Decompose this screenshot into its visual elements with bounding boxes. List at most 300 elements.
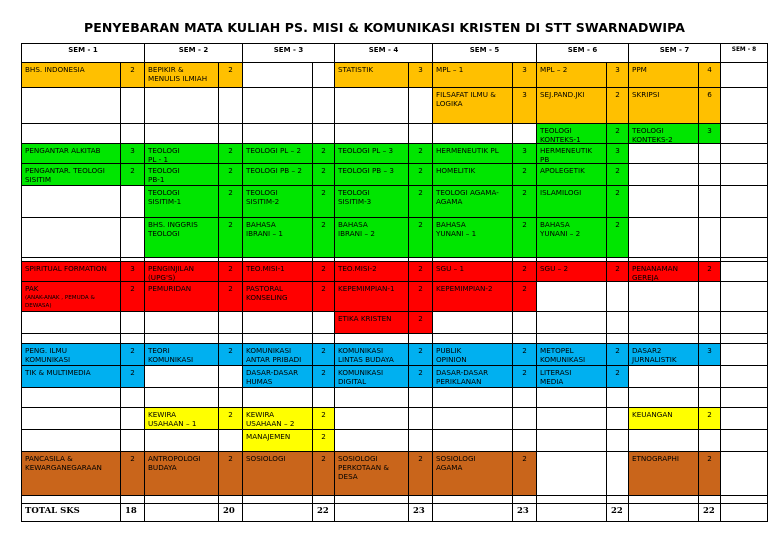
course-cell [537,430,607,452]
cell-text: TIK & MULTIMEDIA [25,368,91,377]
sks-cell [121,124,145,144]
course-cell [22,408,121,430]
course-cell [243,186,313,218]
cell-text: TEOLOGI SISITIM-3 [338,188,372,206]
sks-cell [121,344,145,366]
course-cell [145,282,219,312]
cell-text: SKRIPSI [632,90,660,99]
cell-text: 2 [130,166,135,175]
cell-text: PENGANTAR. TEOLOGI SISITIM [25,166,105,184]
sks-cell [607,430,629,452]
course-cell [537,388,607,408]
cell-text: SEM - 6 [567,46,598,54]
sks-cell [121,312,145,334]
cell-text: 3 [130,146,135,155]
cell-text: BAHASA IBRANI – 2 [338,220,375,238]
sks-cell [219,388,243,408]
sks-cell [219,408,243,430]
sks-cell [699,124,721,144]
sks-cell [607,408,629,430]
course-cell [629,408,699,430]
course-cell [335,452,409,496]
sks-cell [313,388,335,408]
total-blank [145,504,219,522]
course-cell [721,408,768,430]
cell-text: 6 [707,90,712,99]
cell-text: STATISTIK [338,65,374,74]
cell-text: 2 [707,410,712,419]
course-cell [721,312,768,334]
sks-cell [607,63,629,88]
cell-text: ANTROPOLOGI BUDAYA [148,454,201,472]
sks-cell [219,366,243,388]
course-cell [22,144,121,164]
sks-cell [409,496,433,504]
total-value [513,504,537,522]
course-cell [243,334,313,344]
course-cell [433,334,513,344]
sks-cell [513,366,537,388]
sks-cell [699,496,721,504]
course-cell [145,496,219,504]
sks-cell [607,344,629,366]
total-value [721,504,768,522]
sks-cell [121,366,145,388]
sks-cell [313,408,335,430]
cell-text: 2 [228,454,233,463]
cell-text: 2 [615,220,620,229]
course-cell [22,186,121,218]
course-cell [145,186,219,218]
course-cell [629,164,699,186]
sks-cell [121,164,145,186]
sks-cell [409,452,433,496]
cell-text: 2 [228,346,233,355]
course-cell [629,124,699,144]
cell-text: 2 [615,166,620,175]
sks-cell [699,186,721,218]
cell-text: 2 [321,284,326,293]
course-cell [537,496,607,504]
cell-text: 2 [522,220,527,229]
sks-cell [699,144,721,164]
course-cell [22,388,121,408]
cell-text: 2 [130,65,135,74]
sks-cell [121,262,145,282]
cell-text: 2 [228,146,233,155]
semester-header [145,44,243,63]
sks-cell [607,262,629,282]
cell-text: 2 [418,264,423,273]
course-cell [433,366,513,388]
cell-text: SOSIOLOGI AGAMA [436,454,476,472]
cell-text: SGU – 2 [540,264,569,273]
sks-cell [699,63,721,88]
sks-cell [121,144,145,164]
sks-cell [121,186,145,218]
page-title: PENYEBARAN MATA KULIAH PS. MISI & KOMUNIKASI KRISTEN DI STT SWARNADWIPA [83,20,686,35]
sks-cell [699,218,721,258]
course-cell [243,282,313,312]
cell-text: PAK [25,284,39,293]
sks-cell [121,496,145,504]
course-cell [537,186,607,218]
cell-text: KEWIRA USAHAAN – 1 [148,410,197,428]
course-cell [537,282,607,312]
cell-text: 2 [522,166,527,175]
sks-cell [699,408,721,430]
sks-cell [409,312,433,334]
sks-cell [313,334,335,344]
cell-text: DASAR-DASAR HUMAS [246,368,299,386]
course-cell [243,164,313,186]
course-cell [537,366,607,388]
sks-cell [313,88,335,124]
cell-text: 2 [418,220,423,229]
cell-text: LITERASI MEDIA [540,368,572,386]
sks-cell [607,334,629,344]
sks-cell [313,63,335,88]
sks-cell [409,282,433,312]
course-cell [335,88,409,124]
course-cell [721,452,768,496]
sks-cell [513,164,537,186]
cell-text: 3 [522,65,527,74]
sks-cell [607,164,629,186]
course-cell [335,186,409,218]
total-value [409,504,433,522]
sks-cell [219,430,243,452]
cell-text: 18 [125,506,137,516]
sks-cell [409,388,433,408]
cell-text: 2 [321,146,326,155]
cell-text: 2 [615,264,620,273]
sks-cell [607,312,629,334]
course-cell [243,388,313,408]
course-cell [433,144,513,164]
cell-text: KEUANGAN [632,410,673,419]
sks-cell [121,334,145,344]
course-cell [335,63,409,88]
cell-text: 2 [418,188,423,197]
course-cell [145,452,219,496]
sks-cell [513,124,537,144]
sks-cell [699,164,721,186]
total-blank [243,504,313,522]
course-cell [629,452,699,496]
cell-text: TEORI KOMUNIKASI [148,346,194,364]
total-blank [433,504,513,522]
cell-text: SEM - 1 [68,46,98,54]
cell-text: SEM - 7 [659,46,690,54]
total-blank [537,504,607,522]
cell-text: 2 [418,454,423,463]
sks-cell [313,218,335,258]
course-cell [243,452,313,496]
course-cell [629,218,699,258]
course-cell [335,262,409,282]
cell-text: 2 [228,166,233,175]
course-cell [22,282,121,312]
semester-header [629,44,721,63]
cell-text: 2 [228,65,233,74]
course-cell [243,63,313,88]
course-cell [629,88,699,124]
course-cell [629,344,699,366]
course-cell [537,344,607,366]
sks-cell [607,218,629,258]
course-cell [335,344,409,366]
cell-text: TEOLOGI KONTEKS-2 [632,126,673,144]
cell-text: KOMUNIKASI DIGITAL [338,368,384,386]
cell-text: DASAR-DASAR PERIKLANAN [436,368,489,386]
course-cell [335,430,409,452]
cell-text: TEOLOGI PB – 2 [246,166,302,175]
course-cell [433,164,513,186]
cell-text: TEO.MISI-1 [246,264,285,273]
sks-cell [409,366,433,388]
course-cell [433,388,513,408]
cell-text: 2 [130,284,135,293]
course-cell [537,408,607,430]
cell-text: TEO.MISI-2 [338,264,377,273]
cell-text: SEJ.PAND.JKI [540,90,585,99]
cell-text: BEPIKIR & MENULIS ILMIAH [148,65,208,83]
cell-text: BHS. INGGRIS TEOLOGI [148,220,198,238]
cell-text: 2 [228,264,233,273]
cell-text: TEOLOGI SISITIM-1 [148,188,182,206]
course-cell [433,262,513,282]
cell-text: 2 [615,188,620,197]
cell-text: 2 [321,188,326,197]
course-cell [145,408,219,430]
sks-cell [513,144,537,164]
cell-text: 4 [707,65,712,74]
cell-text: 22 [611,506,623,516]
sks-cell [409,430,433,452]
cell-text: 3 [418,65,423,74]
sks-cell [513,63,537,88]
course-cell [721,282,768,312]
cell-text: 23 [413,506,425,516]
sks-cell [409,186,433,218]
sks-cell [219,452,243,496]
sks-cell [121,408,145,430]
cell-text: HERMENEUTIK PL [436,146,499,155]
course-cell [629,262,699,282]
sks-cell [313,344,335,366]
cell-text: 2 [522,346,527,355]
course-cell [629,63,699,88]
course-cell [721,164,768,186]
course-cell [433,312,513,334]
cell-text: PANCASILA & KEWARGANEGARAAN [25,454,102,472]
course-cell [243,218,313,258]
course-cell [335,496,409,504]
course-cell [721,496,768,504]
course-cell [22,496,121,504]
sks-cell [121,218,145,258]
total-value [699,504,721,522]
course-cell [145,124,219,144]
course-cell [145,218,219,258]
course-cell [537,63,607,88]
sks-cell [409,88,433,124]
cell-text: SPIRITUAL FORMATION [25,264,107,273]
sks-cell [219,218,243,258]
sks-cell [219,164,243,186]
sks-cell [121,430,145,452]
course-cell [537,262,607,282]
cell-text: ISLAMILOGI [540,188,582,197]
sks-cell [607,88,629,124]
cell-text: 3 [522,146,527,155]
course-cell [243,430,313,452]
cell-text: SOSIOLOGI [246,454,286,463]
sks-cell [699,88,721,124]
course-cell [22,452,121,496]
course-cell [243,124,313,144]
sks-cell [121,88,145,124]
cell-text: TEOLOGI PL - 1 [148,146,180,164]
sks-cell [513,334,537,344]
sks-cell [699,452,721,496]
course-cell [145,334,219,344]
course-cell [537,452,607,496]
sks-cell [313,496,335,504]
cell-text: 3 [707,126,712,135]
sks-cell [699,344,721,366]
cell-text: BHS. INDONESIA [25,65,85,74]
course-cell [145,430,219,452]
cell-text: PENANAMAN GEREJA [632,264,678,282]
cell-text: 2 [615,90,620,99]
total-value [121,504,145,522]
course-cell [145,344,219,366]
course-cell [243,344,313,366]
cell-text: BAHASA IBRANI – 1 [246,220,283,238]
course-cell [433,282,513,312]
sks-cell [699,366,721,388]
sks-cell [699,262,721,282]
sks-cell [699,430,721,452]
cell-text: TEOLOGI AGAMA- AGAMA [436,188,499,206]
cell-text: APOLEGETIK [540,166,585,175]
cell-text: TEOLOGI PL – 2 [246,146,302,155]
cell-text: MPL – 2 [540,65,568,74]
cell-text: 2 [228,284,233,293]
cell-text: 2 [418,166,423,175]
course-cell [335,312,409,334]
sks-cell [313,430,335,452]
course-cell [22,430,121,452]
cell-text: TEOLOGI PL – 3 [338,146,394,155]
cell-text: 2 [130,454,135,463]
cell-text: TEOLOGI PB – 3 [338,166,394,175]
cell-text: 2 [707,454,712,463]
course-cell [433,88,513,124]
cell-text: ETNOGRAPHI [632,454,680,463]
sks-cell [513,452,537,496]
sks-cell [607,366,629,388]
sks-cell [513,430,537,452]
sks-cell [219,88,243,124]
course-cell [721,334,768,344]
course-cell [721,88,768,124]
cell-text: BAHASA YUNANI – 1 [436,220,477,238]
pak-note: (ANAK-ANAK , PEMUDA & DEWASA) [25,295,95,309]
sks-cell [219,63,243,88]
cell-text: KOMUNIKASI ANTAR PRIBADI [246,346,302,364]
course-cell [629,334,699,344]
sks-cell [607,282,629,312]
cell-text: HOMELITIK [436,166,476,175]
sks-cell [313,366,335,388]
cell-text: SGU – 1 [436,264,465,273]
cell-text: 2 [522,284,527,293]
course-cell [145,312,219,334]
sks-cell [313,452,335,496]
course-cell [629,144,699,164]
sks-cell [121,282,145,312]
course-cell [335,388,409,408]
cell-text: 20 [223,506,235,516]
sks-cell [219,312,243,334]
course-cell [721,262,768,282]
cell-text: TOTAL SKS [25,506,80,516]
course-cell [145,262,219,282]
course-cell [433,408,513,430]
cell-text: 2 [418,284,423,293]
sks-cell [409,344,433,366]
course-cell [22,334,121,344]
total-blank [335,504,409,522]
cell-text: PPM [632,65,647,74]
course-cell [243,262,313,282]
course-cell [721,186,768,218]
course-cell [22,63,121,88]
cell-text: TEOLOGI KONTEKS-1 [540,126,581,144]
sks-cell [409,408,433,430]
cell-text: PUBLIK OPINION [436,346,467,364]
course-cell [721,63,768,88]
sks-cell [607,496,629,504]
cell-text: PENGINJILAN (UPG'S) [148,264,195,282]
cell-text: 2 [228,188,233,197]
sks-cell [409,218,433,258]
sks-cell [219,344,243,366]
course-cell [145,144,219,164]
sks-cell [513,262,537,282]
sks-cell [699,312,721,334]
sks-cell [607,452,629,496]
course-cell [433,186,513,218]
course-cell [537,312,607,334]
sks-cell [219,186,243,218]
sks-cell [219,262,243,282]
cell-text: 2 [321,410,326,419]
cell-text: 2 [418,314,423,323]
course-cell [537,218,607,258]
cell-text: 2 [321,368,326,377]
cell-text: KEPEMIMPIAN-2 [436,284,493,293]
sks-cell [513,496,537,504]
course-cell [433,63,513,88]
cell-text: 2 [418,368,423,377]
cell-text: 2 [321,432,326,441]
course-cell [537,334,607,344]
cell-text: 2 [130,346,135,355]
